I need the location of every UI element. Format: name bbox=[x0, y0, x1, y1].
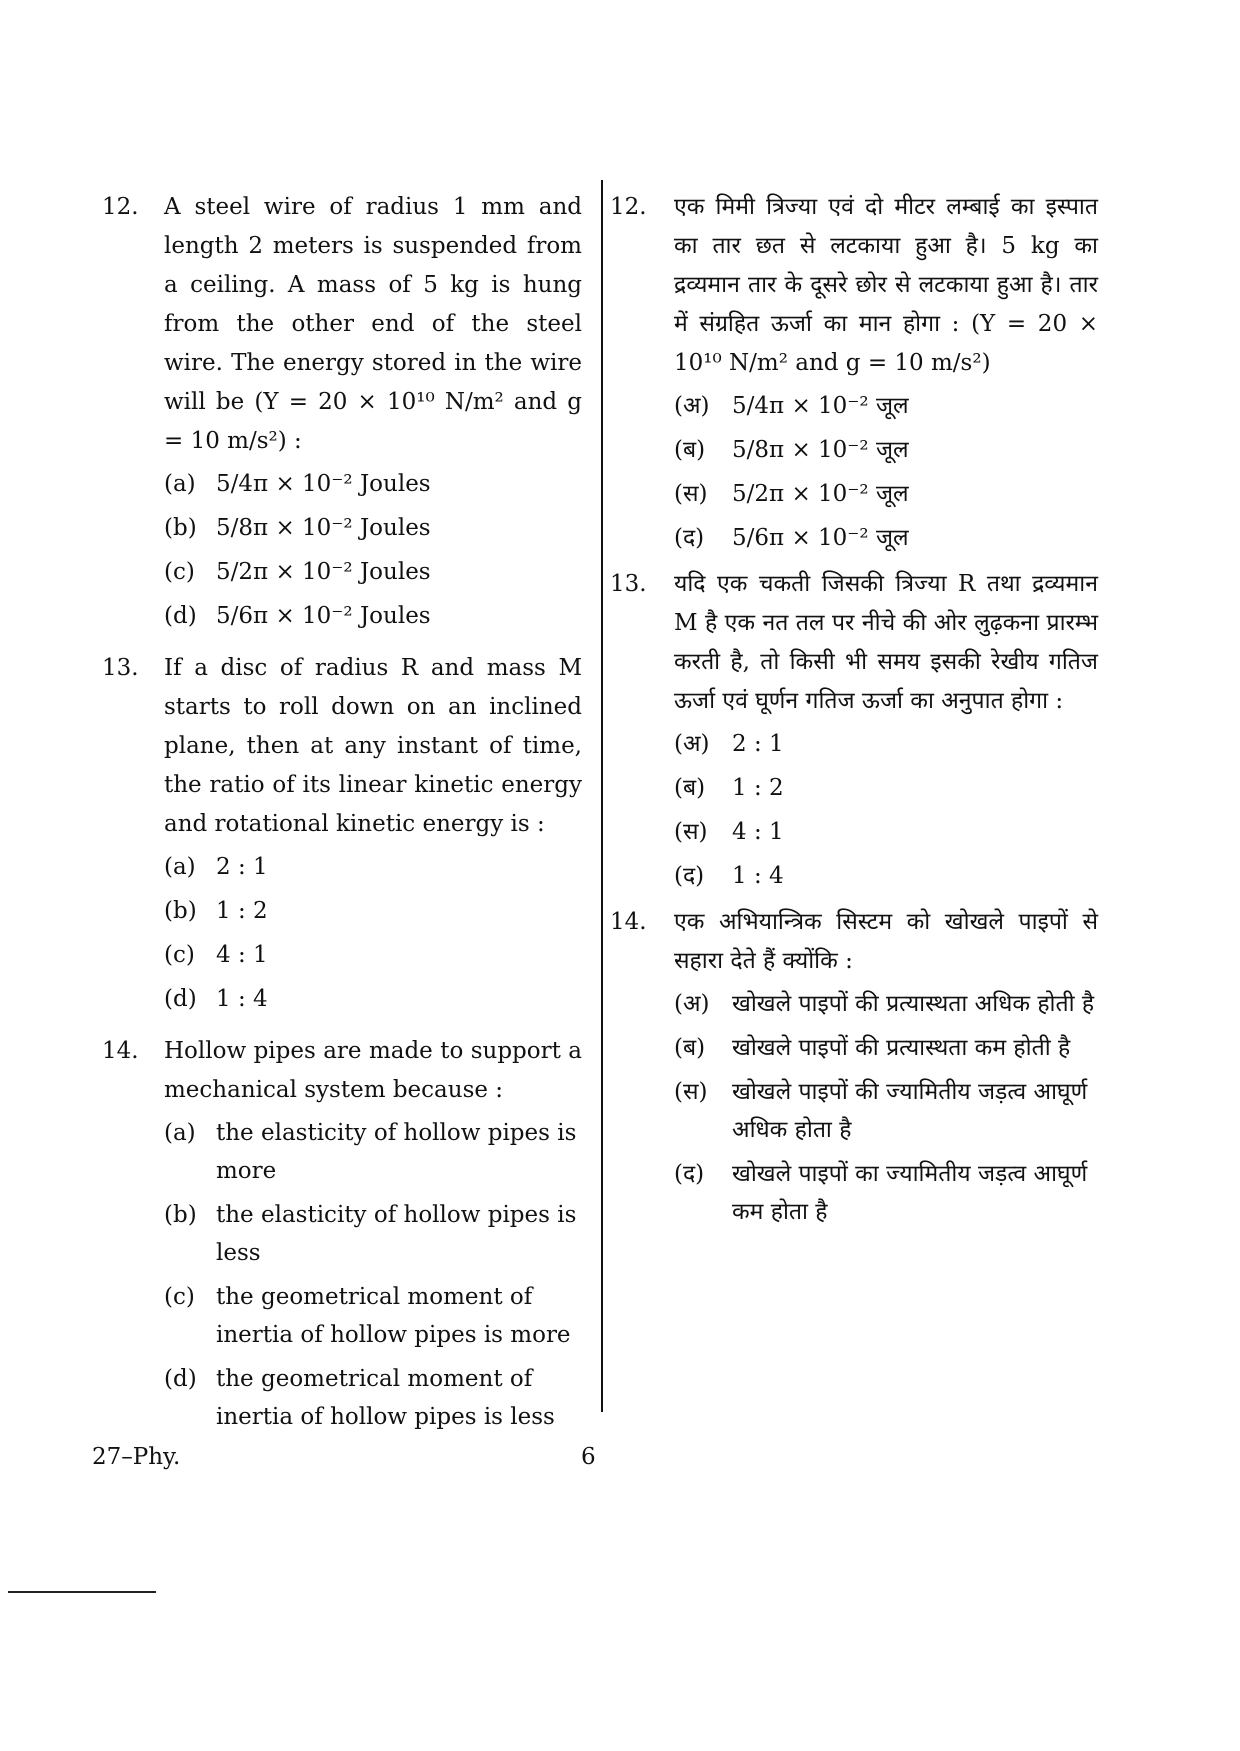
option-text: the elasticity of hollow pipes is more bbox=[216, 1120, 577, 1184]
question-12-en bbox=[102, 188, 582, 635]
question-stem: A steel wire of radius 1 mm and length 2 meters is suspended from a ceiling. A mass of 5 kg is hung from the other end of the steel wire. The energy stored in the wire will be (Y = 20 × 10¹⁰ N/m² and g = 10 m/s²) : bbox=[164, 194, 582, 454]
option-b bbox=[164, 1196, 582, 1272]
option-text: 1 : 4 bbox=[732, 863, 784, 889]
question-14-en bbox=[102, 1032, 582, 1436]
option-label: (a) bbox=[164, 1120, 196, 1146]
option-text: 4 : 1 bbox=[732, 819, 784, 845]
question-stem: एक अभियान्त्रिक सिस्टम को खोखले पाइपों से सहारा देते हैं क्योंकि : bbox=[674, 909, 1098, 974]
options-list bbox=[164, 465, 582, 635]
option-label: (द) bbox=[674, 525, 705, 551]
option-label: (अ) bbox=[674, 393, 710, 419]
option-text: 5/8π × 10⁻² जूल bbox=[732, 437, 909, 463]
option-text: 5/2π × 10⁻² Joules bbox=[216, 559, 431, 585]
option-a bbox=[164, 848, 582, 886]
option-text: 2 : 1 bbox=[216, 854, 268, 880]
option-d bbox=[164, 980, 582, 1018]
paper-code: 27–Phy. bbox=[92, 1444, 181, 1470]
option-a bbox=[674, 985, 1098, 1023]
question-14-hi bbox=[612, 903, 1098, 1231]
option-d bbox=[164, 1360, 582, 1436]
option-label: (द) bbox=[674, 863, 705, 889]
question-number: 13. bbox=[102, 655, 139, 681]
option-b bbox=[674, 1029, 1098, 1067]
option-text: 2 : 1 bbox=[732, 731, 784, 757]
option-label: (a) bbox=[164, 854, 196, 880]
margin-rule bbox=[8, 1591, 156, 1593]
option-label: (b) bbox=[164, 515, 197, 541]
question-number: 14. bbox=[102, 1038, 139, 1064]
option-label: (b) bbox=[164, 898, 197, 924]
option-text: the elasticity of hollow pipes is less bbox=[216, 1202, 577, 1266]
option-label: (d) bbox=[164, 603, 197, 629]
option-text: 5/4π × 10⁻² जूल bbox=[732, 393, 909, 419]
question-stem: Hollow pipes are made to support a mechanical system because : bbox=[164, 1038, 582, 1103]
option-c bbox=[674, 813, 1098, 851]
hindi-column bbox=[612, 188, 1098, 1237]
options-list bbox=[674, 387, 1098, 557]
question-13-hi bbox=[612, 565, 1098, 895]
question-stem: एक मिमी त्रिज्या एवं दो मीटर लम्बाई का इस्पात का तार छत से लटकाया हुआ है। 5 kg का द्रव्यमान तार के दूसरे छोर से लटकाया हुआ है। तार में संग्रहित ऊर्जा का मान होगा : (Y = 20 × 10¹⁰ N/m² and g = 10 m/s²) bbox=[674, 194, 1098, 376]
question-number: 14. bbox=[610, 909, 647, 935]
option-b bbox=[674, 431, 1098, 469]
option-a bbox=[674, 387, 1098, 425]
option-d bbox=[674, 1155, 1098, 1231]
option-c bbox=[674, 475, 1098, 513]
option-text: 5/2π × 10⁻² जूल bbox=[732, 481, 909, 507]
page-number: 6 bbox=[581, 1444, 596, 1470]
option-c bbox=[674, 1073, 1098, 1149]
option-a bbox=[674, 725, 1098, 763]
option-label: (c) bbox=[164, 559, 195, 585]
option-label: (c) bbox=[164, 942, 195, 968]
question-stem: If a disc of radius R and mass M starts to roll down on an inclined plane, then at any instant of time, the ratio of its linear kinetic energy and rotational kinetic energy is : bbox=[164, 655, 582, 837]
options-list bbox=[674, 725, 1098, 895]
option-c bbox=[164, 936, 582, 974]
option-b bbox=[164, 509, 582, 547]
question-12-hi bbox=[612, 188, 1098, 557]
question-13-en bbox=[102, 649, 582, 1018]
options-list bbox=[164, 848, 582, 1018]
option-d bbox=[674, 857, 1098, 895]
option-d bbox=[674, 519, 1098, 557]
option-label: (b) bbox=[164, 1202, 197, 1228]
option-label: (a) bbox=[164, 471, 196, 497]
option-text: the geometrical moment of inertia of hollow pipes is more bbox=[216, 1284, 571, 1348]
english-column bbox=[102, 188, 582, 1442]
question-number: 13. bbox=[610, 571, 647, 597]
option-text: 1 : 4 bbox=[216, 986, 268, 1012]
option-c bbox=[164, 1278, 582, 1354]
option-b bbox=[674, 769, 1098, 807]
option-a bbox=[164, 465, 582, 503]
option-text: 1 : 2 bbox=[732, 775, 784, 801]
question-stem: यदि एक चकती जिसकी त्रिज्या R तथा द्रव्यमान M है एक नत तल पर नीचे की ओर लुढ़कना प्रारम्भ करती है, तो किसी भी समय इसकी रेखीय गतिज ऊर्जा एवं घूर्णन गतिज ऊर्जा का अनुपात होगा : bbox=[674, 571, 1098, 714]
option-label: (स) bbox=[674, 819, 708, 845]
option-text: 1 : 2 bbox=[216, 898, 268, 924]
question-number: 12. bbox=[610, 194, 647, 220]
option-d bbox=[164, 597, 582, 635]
option-label: (ब) bbox=[674, 437, 706, 463]
option-text: the geometrical moment of inertia of hollow pipes is less bbox=[216, 1366, 555, 1430]
option-text: खोखले पाइपों की प्रत्यास्थता अधिक होती है bbox=[732, 991, 1095, 1017]
question-number: 12. bbox=[102, 194, 139, 220]
option-text: 5/6π × 10⁻² Joules bbox=[216, 603, 431, 629]
option-label: (स) bbox=[674, 1079, 708, 1105]
option-label: (द) bbox=[674, 1161, 705, 1187]
option-text: 5/4π × 10⁻² Joules bbox=[216, 471, 431, 497]
option-text: खोखले पाइपों का ज्यामितीय जड़त्व आघूर्ण कम होता है bbox=[732, 1161, 1088, 1225]
option-text: 4 : 1 bbox=[216, 942, 268, 968]
option-label: (अ) bbox=[674, 731, 710, 757]
option-c bbox=[164, 553, 582, 591]
option-label: (स) bbox=[674, 481, 708, 507]
option-label: (ब) bbox=[674, 775, 706, 801]
option-text: 5/6π × 10⁻² जूल bbox=[732, 525, 909, 551]
option-label: (अ) bbox=[674, 991, 710, 1017]
option-label: (c) bbox=[164, 1284, 195, 1310]
option-b bbox=[164, 892, 582, 930]
options-list bbox=[164, 1114, 582, 1436]
option-label: (d) bbox=[164, 1366, 197, 1392]
options-list bbox=[674, 985, 1098, 1231]
option-a bbox=[164, 1114, 582, 1190]
option-text: खोखले पाइपों की ज्यामितीय जड़त्व आघूर्ण अधिक होता है bbox=[732, 1079, 1088, 1143]
option-text: खोखले पाइपों की प्रत्यास्थता कम होती है bbox=[732, 1035, 1071, 1061]
option-label: (ब) bbox=[674, 1035, 706, 1061]
column-divider bbox=[601, 180, 603, 1412]
option-label: (d) bbox=[164, 986, 197, 1012]
option-text: 5/8π × 10⁻² Joules bbox=[216, 515, 431, 541]
